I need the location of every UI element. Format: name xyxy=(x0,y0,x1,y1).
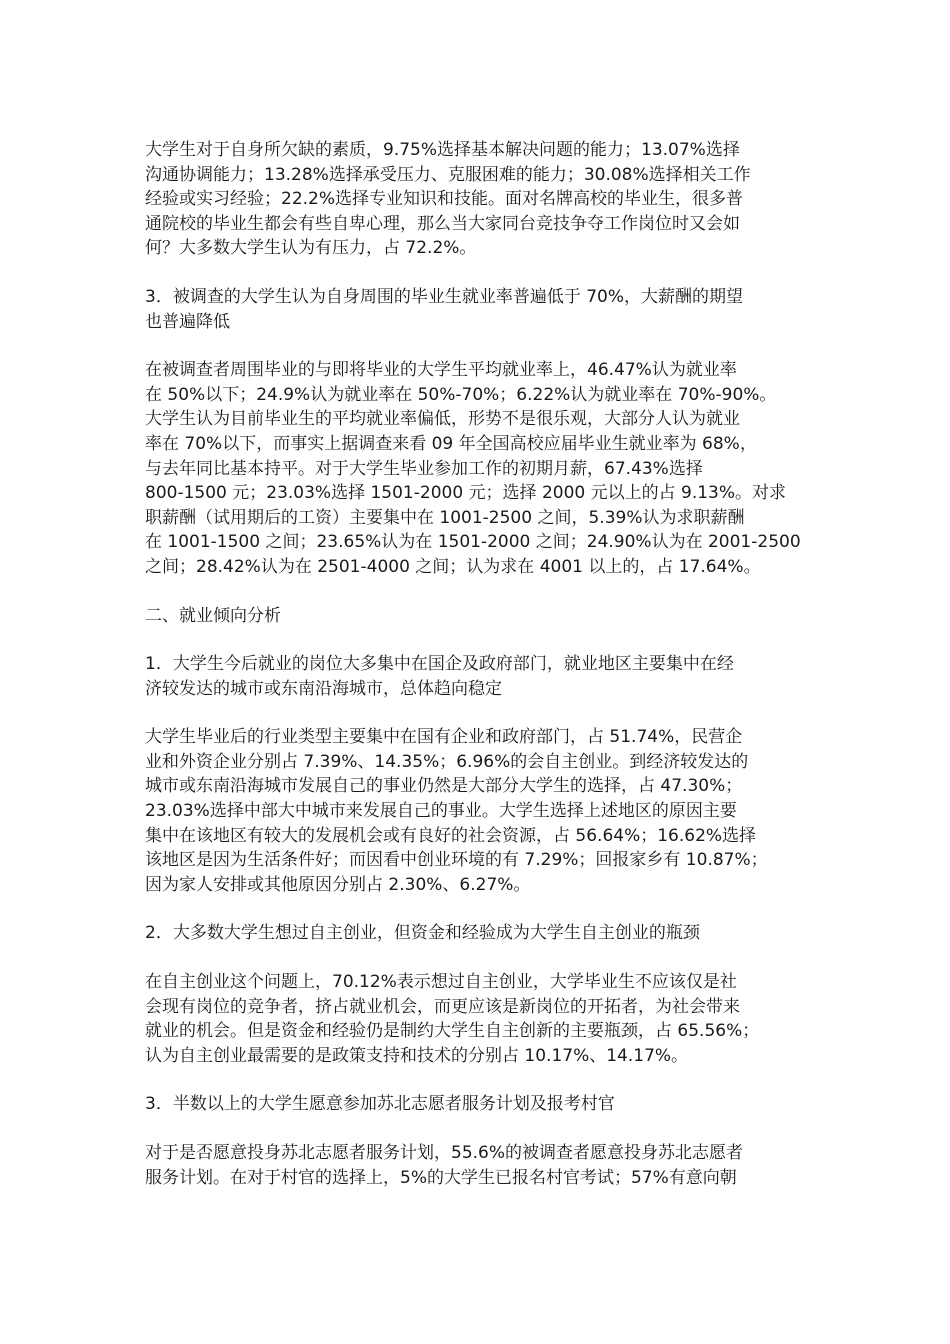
text-line: 职薪酬（试用期后的工资）主要集中在 1001-2500 之间，5.39%认为求职薪酬 xyxy=(145,507,745,528)
text-line: 大学生毕业后的行业类型主要集中在国有企业和政府部门，占 51.74%，民营企 xyxy=(145,727,743,748)
text-line: 之间；28.42%认为在 2501-4000 之间；认为求在 4001 以上的，占 17.64%。 xyxy=(145,556,761,577)
text-line: 在 1001-1500 之间；23.65%认为在 1501-2000 之间；24.90%认为在 2001-2500 xyxy=(145,532,801,553)
text-line: 在 50%以下；24.9%认为就业率在 50%-70%；6.22%认为就业率在 70%-90%。 xyxy=(145,384,777,405)
heading-line: 3．半数以上的大学生愿意参加苏北志愿者服务计划及报考村官 xyxy=(145,1094,615,1115)
text-line: 认为自主创业最需要的是政策支持和技术的分别占 10.17%、14.17%。 xyxy=(145,1045,689,1066)
text-line: 何？大多数大学生认为有压力，占 72.2%。 xyxy=(145,238,477,259)
text-line: 因为家人安排或其他原因分别占 2.30%、6.27%。 xyxy=(145,874,531,895)
text-line: 城市或东南沿海城市发展自己的事业仍然是大部分大学生的选择，占 47.30%； xyxy=(145,776,743,797)
text-line: 对于是否愿意投身苏北志愿者服务计划，55.6%的被调查者愿意投身苏北志愿者 xyxy=(145,1143,744,1163)
text-line: 与去年同比基本持平。对于大学生毕业参加工作的初期月薪，67.43%选择 xyxy=(145,458,703,479)
paragraph-job-location xyxy=(145,725,810,897)
text-line: 沟通协调能力；13.28%选择承受压力、克服困难的能力；30.08%选择相关工作 xyxy=(145,164,751,185)
text-line: 在自主创业这个问题上，70.12%表示想过自主创业，大学毕业生不应该仅是社 xyxy=(145,972,737,993)
text-line: 在被调查者周围毕业的与即将毕业的大学生平均就业率上，46.47%认为就业率 xyxy=(145,360,737,381)
text-line: 通院校的毕业生都会有些自卑心理，那么当大家同台竞技争夺工作岗位时又会如 xyxy=(145,213,740,234)
text-line: 服务计划。在对于村官的选择上，5%的大学生已报名村官考试；57%有意向朝 xyxy=(145,1167,737,1188)
text-line: 率在 70%以下，而事实上据调查来看 09 年全国高校应届毕业生就业率为 68%， xyxy=(145,433,757,454)
text-line: 经验或实习经验；22.2%选择专业知识和技能。面对名牌高校的毕业生，很多普 xyxy=(145,189,744,210)
heading-line: 也普遍降低 xyxy=(145,311,230,332)
heading-line: 3．被调查的大学生认为自身周围的毕业生就业率普遍低于 70%，大薪酬的期望 xyxy=(145,286,744,307)
text-line: 大学生对于自身所欠缺的素质，9.75%选择基本解决问题的能力；13.07%选择 xyxy=(145,140,740,160)
text-line: 集中在该地区有较大的发展机会或有良好的社会资源，占 56.64%；16.62%选择 xyxy=(145,825,757,846)
text-line: 业和外资企业分别占 7.39%、14.35%；6.96%的会自主创业。到经济较发达的 xyxy=(145,751,749,772)
text-line: 大学生认为目前毕业生的平均就业率偏低，形势不是很乐观，大部分人认为就业 xyxy=(145,409,740,430)
paragraph-missing-qualities xyxy=(145,138,810,261)
paragraph-volunteer xyxy=(145,1141,810,1190)
heading-line: 二、就业倾向分析 xyxy=(145,605,281,626)
section-heading-job-location xyxy=(145,652,810,701)
section-heading-volunteer xyxy=(145,1092,810,1117)
text-line: 就业的机会。但是资金和经验仍是制约大学生自主创新的主要瓶颈，占 65.56%； xyxy=(145,1021,760,1042)
text-line: 该地区是因为生活条件好；而因看中创业环境的有 7.29%；回报家乡有 10.87%； xyxy=(145,850,768,871)
heading-line: 2．大多数大学生想过自主创业，但资金和经验成为大学生自主创业的瓶颈 xyxy=(145,923,700,944)
text-line: 23.03%选择中部大中城市来发展自己的事业。大学生选择上述地区的原因主要 xyxy=(145,801,737,822)
text-line: 800-1500 元；23.03%选择 1501-2000 元；选择 2000 元以上的占 9.13%。对求 xyxy=(145,483,787,504)
chapter-heading-employment-tendency xyxy=(145,604,810,629)
heading-line: 1．大学生今后就业的岗位大多集中在国企及政府部门，就业地区主要集中在经 xyxy=(145,654,734,675)
document-page xyxy=(145,138,810,1214)
section-heading-entrepreneurship xyxy=(145,921,810,946)
paragraph-employment-rate xyxy=(145,358,810,579)
section-heading-employment-rate xyxy=(145,285,810,334)
text-line: 会现有岗位的竞争者，挤占就业机会，而更应该是新岗位的开拓者，为社会带来 xyxy=(145,996,740,1017)
paragraph-entrepreneurship xyxy=(145,970,810,1068)
heading-line: 济较发达的城市或东南沿海城市，总体趋向稳定 xyxy=(145,678,502,699)
